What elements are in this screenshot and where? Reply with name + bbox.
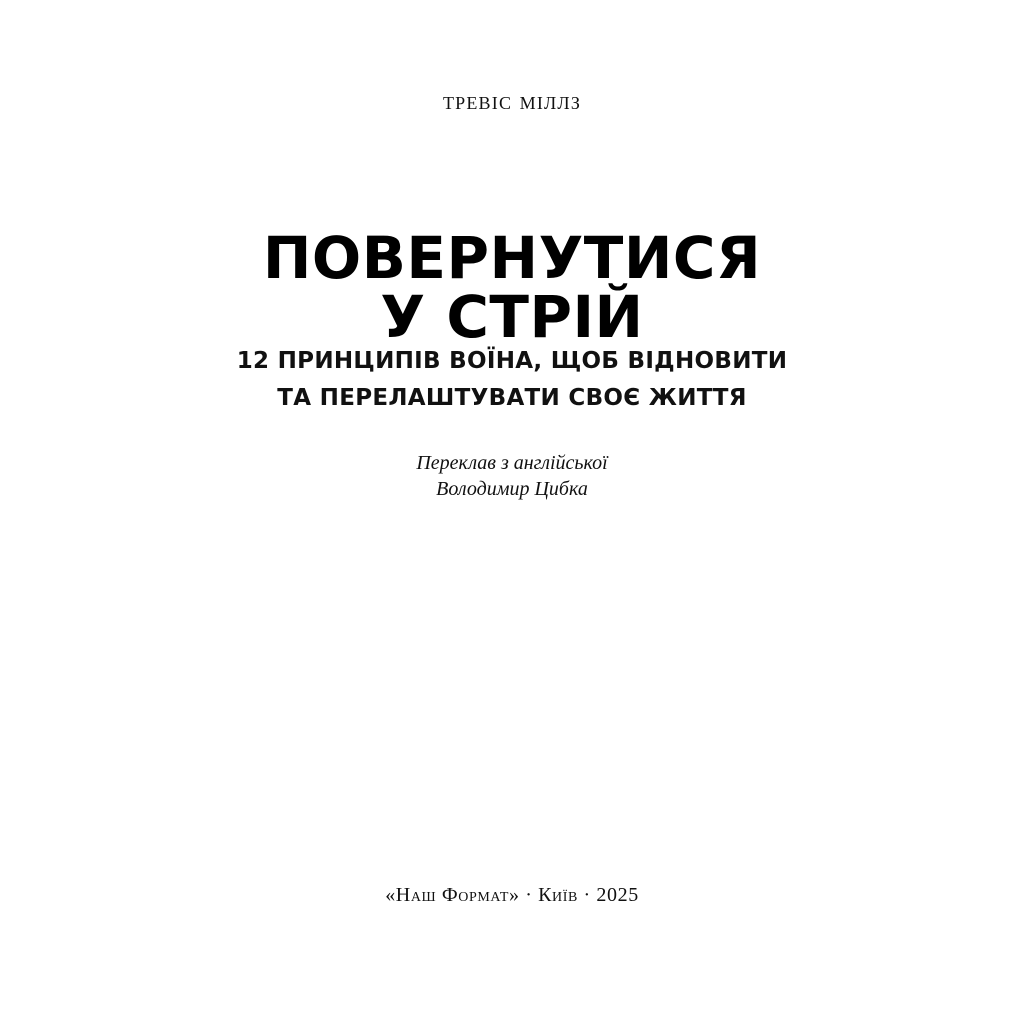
- book-title-line-1: ПОВЕРНУТИСЯ: [262, 223, 762, 292]
- translator-credit-line-1: Переклав з англійської: [416, 452, 608, 474]
- translator-name: Володимир Цибка: [436, 478, 588, 501]
- author-name: тревіс міллз: [442, 88, 582, 115]
- book-subtitle-line-2: ТА ПЕРЕЛАШТУВАТИ СВОЄ ЖИТТЯ: [277, 385, 747, 412]
- book-title-line-2: У СТРІЙ: [380, 283, 644, 352]
- book-title: [0, 223, 1024, 352]
- book-subtitle-line-1: 12 ПРИНЦИПІВ ВОЇНА, ЩОБ ВІДНОВИТИ: [236, 348, 788, 374]
- translator-credit: [0, 450, 1024, 503]
- book-subtitle: [0, 343, 1024, 418]
- publisher-imprint: «Наш Формат» · Київ · 2025: [385, 884, 639, 906]
